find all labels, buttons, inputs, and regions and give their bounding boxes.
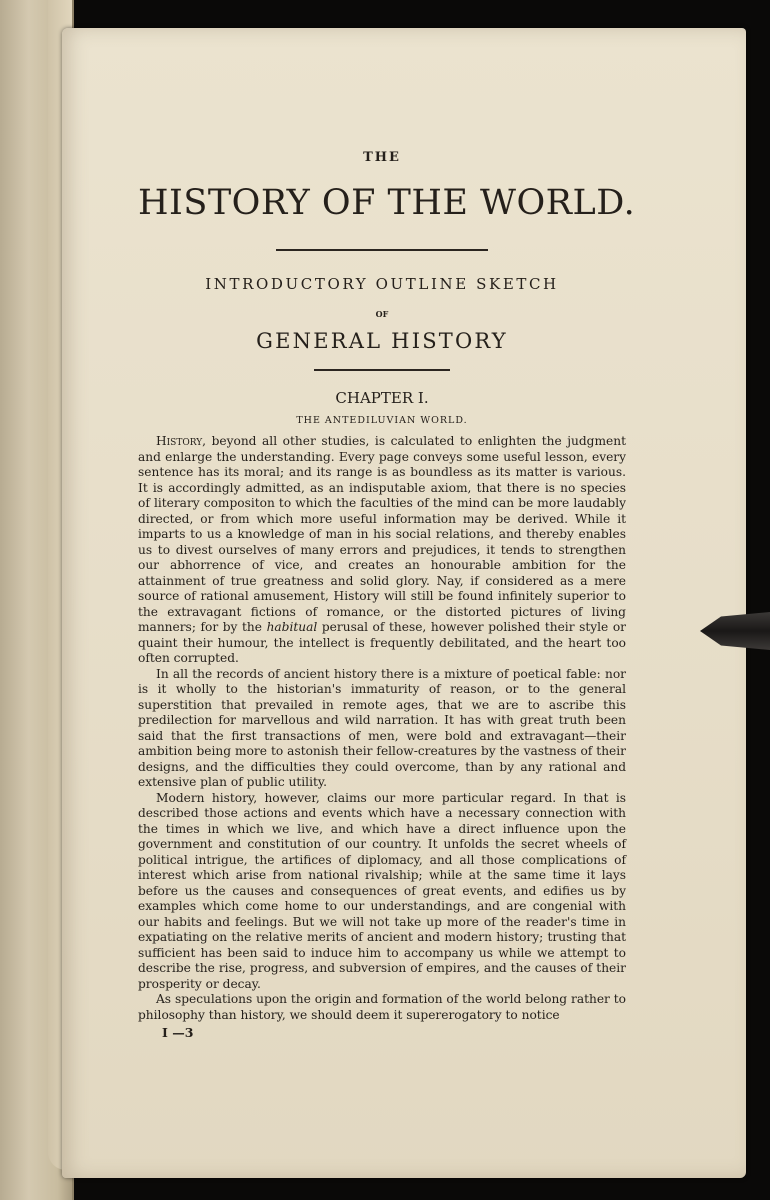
page-folio: I —3 <box>162 1025 194 1040</box>
body-text <box>138 434 626 1023</box>
paragraph-1-lead: History, <box>156 434 207 448</box>
paragraph-1 <box>138 434 626 667</box>
general-history-heading: GENERAL HISTORY <box>256 329 508 353</box>
paragraph-3: Modern history, however, claims our more particular regard. In that is described those actions and events which have a necessary connection with the times in which we live, and which have a direct influence upon the government and constitution of our country. It unfolds the secret wheels of political intrigue, the artifices of diplomacy, and all those complications of interest which arise from national rivalship; while at the same time it lays before us the causes and consequences of great events, and edifies us by examples which come home to our understandings, and are congenial with our habits and feelings. But we will not take up more of the reader's time in expatiating on the relative merits of ancient and modern history; trusting that sufficient has been said to induce him to accompany us while we attempt to describe the rise, progress, and subversion of empires, and the causes of their prosperity or decay. <box>138 790 626 991</box>
book-subtitle: INTRODUCTORY OUTLINE SKETCH <box>205 275 559 293</box>
paragraph-1-emphasis: habitual <box>266 620 318 634</box>
title-article: THE <box>363 150 401 165</box>
section-rule <box>314 369 450 371</box>
chapter-subheading: THE ANTEDILUVIAN WORLD. <box>296 415 468 426</box>
page-content <box>138 150 636 1040</box>
paragraph-1-a: beyond all other studies, is calculated to enlighten the judgment and enlarge the understanding. Every page conveys some useful lesson, every sentence has its moral; and its range is as boundless as its matter is various. It is accordingly admitted, as an indisputable axiom, that there is no species of literary compositon to which the faculties of the mind can be more laudably directed, or from which more useful information may be derived. While it imparts to us a knowledge of man in his social relations, and thereby enables us to divest ourselves of many errors and prejudices, it tends to strengthen our abhorrence of vice, and creates an honourable ambition for the attainment of true greatness and solid glory. Nay, if considered as a mere source of rational amusement, History will still be found infinitely superior to the extravagant fictions of romance, or the distorted pictures of living manners; for by the <box>138 434 626 634</box>
paragraph-2: In all the records of ancient history there is a mixture of poetical fable: nor is it wholly to the historian's immaturity of reason, or to the general superstition that prevailed in remote ages, that we are to ascribe this predilection for marvellous and wild narration. It has with great truth been said that the first transactions of men, were bold and extravagant—their ambition being more to astonish their fellow-creatures by the vastness of their designs, and the difficulties they could overcome, than by any rational and extensive plan of public utility. <box>138 666 626 789</box>
paragraph-4: As speculations upon the origin and formation of the world belong rather to philosophy than history, we should deem it supererogatory to notice <box>138 992 626 1022</box>
paragraph-1-b: perusal of these, however polished their style or quaint their humour, the intellect is frequently debilitated, and the heart too often corrupted. <box>138 620 626 665</box>
chapter-heading: CHAPTER I. <box>335 389 429 407</box>
book-title: HISTORY OF THE WORLD. <box>138 183 636 223</box>
subtitle-of: OF <box>375 309 389 319</box>
title-rule <box>276 249 488 251</box>
